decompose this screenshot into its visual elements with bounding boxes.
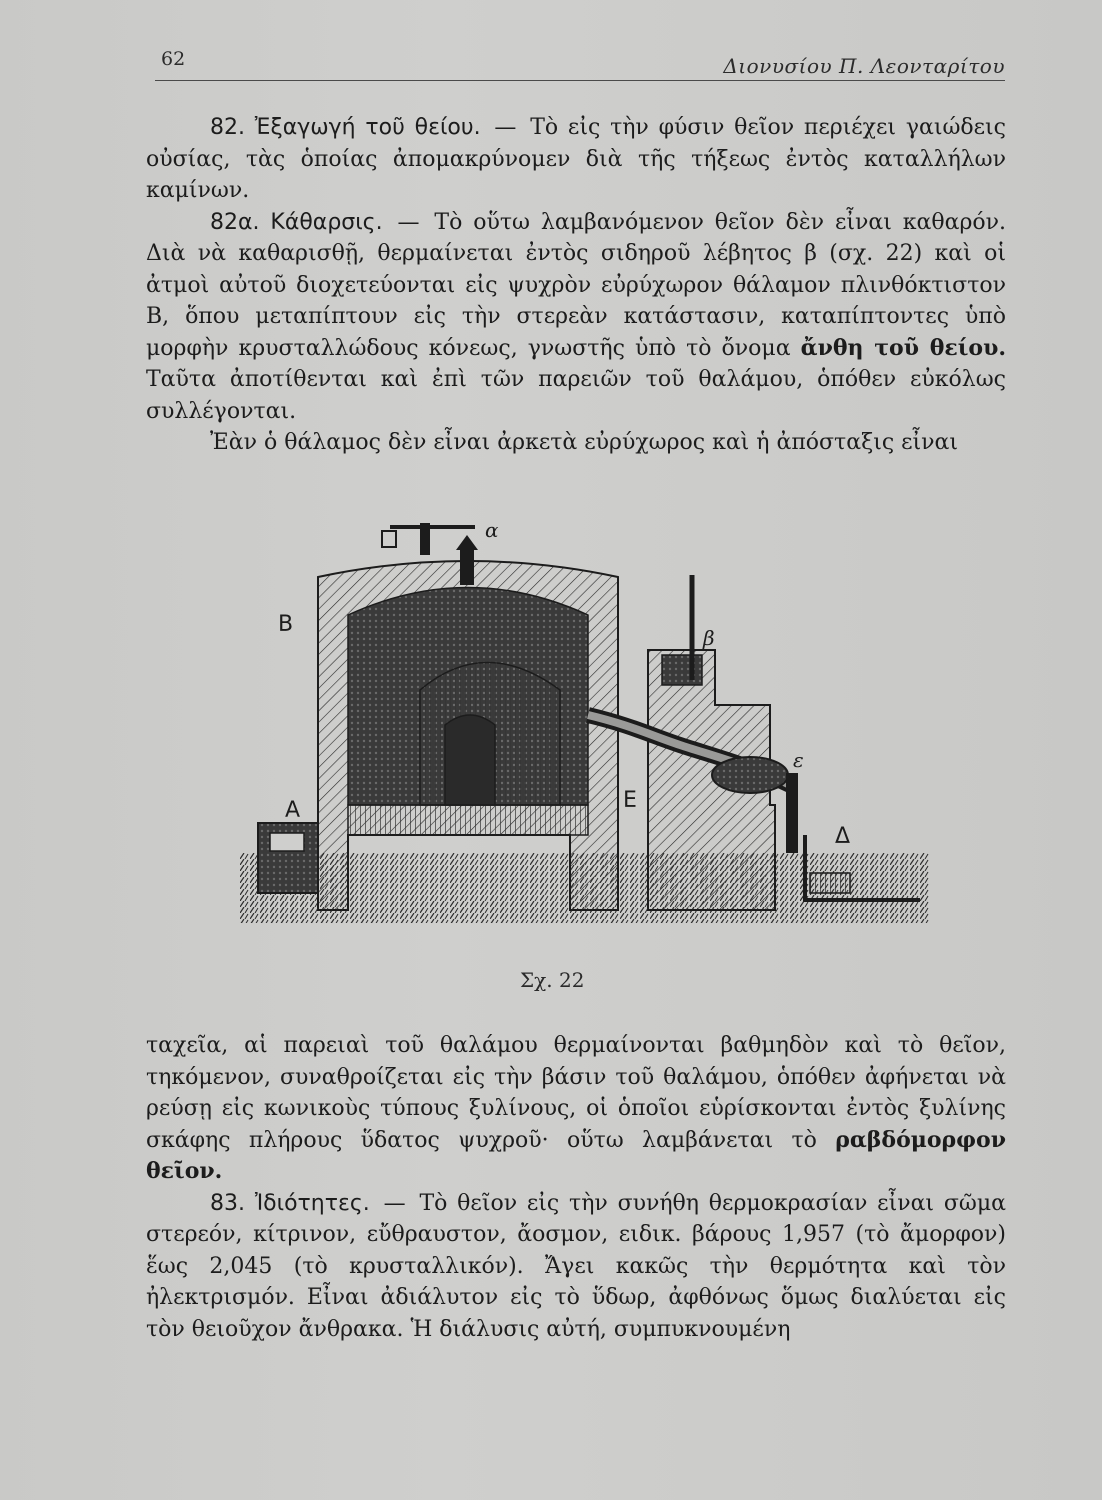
fire-door: [270, 833, 304, 851]
label-E: Ε: [623, 788, 637, 813]
text-block-top: [146, 112, 1006, 459]
section-number: 82.: [210, 115, 245, 140]
paragraph-text: ταχεῖα, αἱ παρειαὶ τοῦ θαλάμου θερμαίνονται βαθμηδὸν καὶ τὸ θεῖον, τηκόμενον, συναθροίζεται εἰς τὴν βάσιν τοῦ θαλάμου, ὁπόθεν ἀφήνεται νὰ ρεύσῃ εἰς κωνικοὺς τύπους ξυλίνους, οἱ ὁποῖοι εὑρίσκονται ἐντὸς ξυλίνης σκάφης πλήρους ὕδατος ψυχροῦ· οὕτω λαμβάνεται τὸ: [146, 1033, 1006, 1153]
section-number: 82α.: [210, 209, 260, 235]
outlet-pipe: [786, 773, 798, 853]
chamber-floor: [348, 805, 588, 835]
paragraph-82a: [146, 207, 1006, 428]
paragraph-text: Τὸ οὕτω λαμβανόμενον θεῖον δὲν εἶναι καθαρόν. Διὰ νὰ καθαρισθῇ, θερμαίνεται ἐντὸς σιδηροῦ λέβητος β (σχ. 22) καὶ οἱ ἀτμοὶ αὐτοῦ διοχετεύονται εἰς ψυχρὸν εὐρύχωρον θάλαμον πλινθόκτιστον Β, ὅπου μεταπίπτουν εἰς τὴν στερεὰν κατάστασιν, καταπίπτοντες ὑπὸ μορφὴν κρυσταλλώδους κόνεως, γνωστῆς ὑπὸ τὸ ὄνομα: [146, 209, 1006, 361]
paragraph-text: Τὸ θεῖον εἰς τὴν συνήθη θερμοκρασίαν εἶναι σῶμα στερεόν, κίτρινον, εὔθραυστον, ἄοσμον, ειδικ. βάρους 1,957 (τὸ ἄμορφον) ἕως 2,045 (τὸ κρυσταλλικόν). Ἄγει κακῶς τὴν θερμότητα καὶ τὸν ἠλεκτρισμόν. Εἶναι ἀδιάλυτον εἰς τὸ ὕδωρ, ἀφθόνως ὅμως διαλύεται εἰς τὸν θειοῦχον ἄνθρακα. Ἡ διάλυσις αὐτή, συμπυκνουμένη: [146, 1190, 1006, 1342]
kettle: [662, 655, 702, 685]
paragraph-83: [146, 1188, 1006, 1346]
label-b: β: [703, 626, 715, 650]
label-a: α: [485, 518, 499, 542]
retort-vessel: [712, 757, 788, 793]
dash: —: [383, 1190, 406, 1216]
dash: —: [494, 115, 517, 140]
page-header: [155, 42, 1005, 82]
section-title: Ἰδιότητες.: [254, 1190, 370, 1216]
paragraph-text: Τὸ εἰς τὴν φύσιν θεῖον περιέχει γαιώδεις οὐσίας, τὰς ὁποίας ἀπομακρύνομεν διὰ τῆς τήξεως ἐντὸς καταλλήλων καμίνων.: [146, 115, 1006, 203]
paragraph-continuation: [146, 1030, 1006, 1188]
paragraph-82: [146, 112, 1006, 207]
paragraph-82a-cont: [146, 427, 1006, 459]
figure-caption: Σχ. 22: [520, 968, 585, 992]
valve-cone: [456, 535, 478, 550]
section-title: Ἐξαγωγή τοῦ θείου.: [254, 115, 481, 140]
valve-post: [420, 523, 430, 555]
header-rule: [155, 80, 1005, 81]
valve-pipe: [460, 550, 474, 585]
chamber-door: [445, 715, 495, 805]
text-block-bottom: [146, 1030, 1006, 1345]
section-number: 83.: [210, 1190, 245, 1216]
page-number: 62: [161, 48, 186, 70]
cooling-trough: [810, 873, 850, 893]
bold-term-rod-sulfur: ραβδόμορφον θεῖον.: [146, 1126, 1006, 1184]
running-head: Διονυσίου Π. Λεονταρίτου: [723, 54, 1005, 78]
label-B: Β: [278, 612, 294, 637]
dash: —: [397, 209, 420, 235]
label-e: ε: [793, 748, 804, 772]
label-A: Α: [285, 798, 301, 823]
label-D: Δ: [835, 824, 851, 849]
furnace-illustration: [230, 505, 930, 940]
section-title: Κάθαρσις.: [270, 209, 383, 235]
valve-weight: [382, 531, 396, 547]
paragraph-text: Ἐὰν ὁ θάλαμος δὲν εἶναι ἀρκετὰ εὐρύχωρος καὶ ἡ ἀπόσταξις εἶναι: [210, 430, 959, 455]
paragraph-text: Ταῦτα ἀποτίθενται καὶ ἐπὶ τῶν παρειῶν τοῦ θαλάμου, ὁπόθεν εὐκόλως συλλέγονται.: [146, 367, 1006, 424]
bold-term-flowers-of-sulfur: ἄνθη τοῦ θείου.: [800, 334, 1006, 361]
figure-sulfur-furnace: [230, 505, 930, 940]
